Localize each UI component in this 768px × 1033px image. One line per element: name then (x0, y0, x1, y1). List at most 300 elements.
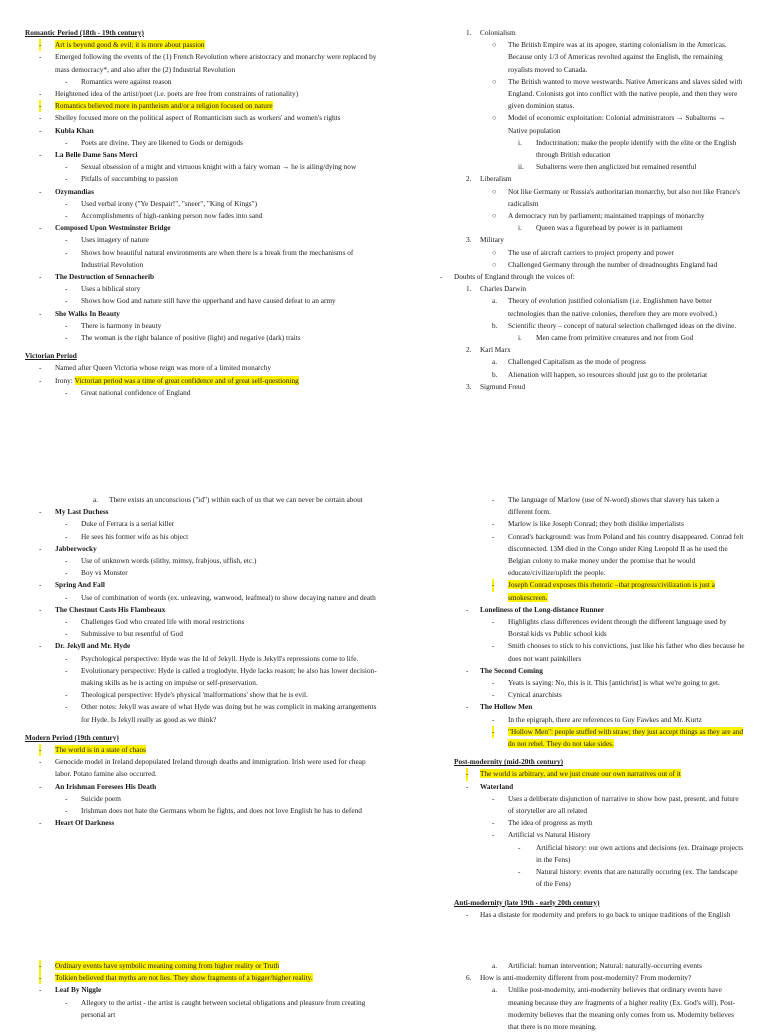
item-text: The world is arbitrary, and we just create our own narratives out of it (480, 769, 681, 779)
bullet-marker: ○ (492, 113, 497, 123)
list-item (25, 997, 380, 1021)
list-item (400, 295, 745, 319)
bullet-marker: 3. (466, 381, 472, 391)
list-item (25, 283, 380, 295)
item-text: Highlights class differences evident through the different language used by Borstal kids vs Public school kids (508, 617, 727, 639)
item-text: There exists an unconscious ("id") within each of us that we can never be certain about (109, 495, 363, 504)
item-text: Loneliness of the Long-distance Runner (480, 604, 605, 614)
list-item (400, 247, 745, 259)
bullet-marker: - (65, 198, 68, 208)
bullet-marker: - (440, 272, 443, 282)
bullet-marker: ○ (492, 211, 497, 221)
list-item (25, 604, 380, 616)
item-text: Irishman does not hate the Germans whom he fights, and does not love English he has to defend (81, 806, 362, 816)
section-heading (25, 27, 380, 39)
bullet-marker: - (65, 137, 68, 147)
item-text: Uses a biblical story (81, 284, 141, 294)
bullet-marker: - (65, 793, 68, 803)
list-item (400, 271, 745, 283)
bullet-marker: - (39, 604, 42, 614)
bullet-marker: - (65, 690, 68, 700)
item-text: Cynical anarchists (508, 690, 562, 700)
item-text: Psychological perspective: Hyde was the Id of Jekyll. Hyde is Jekyll's repressions come to life. (81, 653, 359, 663)
list-item (25, 984, 380, 996)
bullet-marker: ○ (492, 40, 497, 50)
bullet-marker: - (518, 842, 521, 852)
list-item (400, 701, 745, 713)
list-item (25, 39, 380, 51)
section3-right-column (400, 960, 745, 1033)
list-item (25, 744, 380, 756)
bullet-marker: i. (518, 333, 522, 343)
item-text: Queen was a figurehead by power is in parliament (536, 223, 683, 233)
list-item (400, 518, 745, 530)
list-item (25, 781, 380, 793)
bullet-marker: - (65, 653, 68, 663)
list-item (25, 320, 380, 332)
item-text: Pitfalls of succumbing to passion (81, 174, 178, 184)
item-text: Use of combination of words (ex. unleaving, wanwood, leafmeal) to show decaying nature and death (81, 592, 376, 602)
bullet-marker: a. (492, 985, 498, 995)
item-text: Challenges God who created life with moral restrictions (81, 617, 245, 627)
item-text: How is anti-modernity different from post-modernity? From modernity? (480, 973, 692, 983)
item-text: A democracy run by parliament; maintained trappings of monarchy (508, 211, 705, 221)
list-item (400, 960, 745, 972)
item-text: Has a distaste for modernity and prefers to go back to unique traditions of the English (480, 909, 731, 919)
list-item (25, 592, 380, 604)
item-text: The idea of progress as myth (508, 818, 593, 828)
item-text: Artificial history: our own actions and decisions (ex. Drainage projects in the Fens) (536, 842, 744, 864)
item-text: Sexual obsession of a might and virtuous knight with a fairy woman → he is ailing/dying now (81, 162, 357, 172)
section-heading (400, 897, 745, 909)
section-heading (25, 732, 380, 744)
item-text: Genocide model in Ireland depopulated Ireland through deaths and immigration. Irish were used for cheap labor. Potato famine also occurred. (55, 757, 366, 779)
item-text: The Chestnut Casts His Flambeaux (55, 604, 166, 614)
bullet-marker: - (492, 641, 495, 651)
list-item (25, 198, 380, 210)
bullet-marker: - (65, 174, 68, 184)
item-text: There is harmony in beauty (81, 320, 162, 330)
list-item (25, 665, 380, 689)
bullet-marker: 6. (466, 973, 472, 983)
bullet-marker: - (65, 235, 68, 245)
item-text: Romantics were against reason (81, 76, 172, 86)
list-item (25, 817, 380, 829)
bullet-marker: b. (492, 320, 498, 330)
bullet-marker: - (39, 186, 42, 196)
item-text: Indoctrination: make the people identify with the elite or the English through British education (536, 137, 737, 160)
list-item (25, 332, 380, 344)
item-text: Artificial vs Natural History (508, 830, 591, 840)
list-item (400, 793, 745, 817)
item-text: Theological perspective: Hyde's physical 'malformations' show that he is evil. (81, 690, 308, 700)
bullet-marker: ○ (492, 259, 497, 269)
item-text: La Belle Dame Sans Merci (55, 150, 138, 160)
list-item (25, 186, 380, 198)
item-text: Men came from primitive creatures and not from God (536, 333, 694, 343)
bullet-marker: - (65, 702, 68, 712)
item-text: Smith chooses to stick to his convictions, just like his father who dies because he does not want painkillers (508, 641, 745, 663)
bullet-marker: - (39, 818, 42, 828)
list-item (400, 259, 745, 271)
item-text: The woman is the right balance of positive (light) and negative (dark) traits (81, 333, 301, 343)
list-item (400, 677, 745, 689)
item-text: Kubla Khan (55, 125, 94, 135)
list-item (400, 616, 745, 640)
bullet-marker: - (65, 162, 68, 172)
bullet-marker: - (65, 320, 68, 330)
item-text: Poets are divine. They are likened to Gods or demigods (81, 137, 243, 147)
bullet-marker: - (65, 333, 68, 343)
bullet-marker: - (39, 223, 42, 233)
bullet-marker: - (39, 641, 42, 651)
item-text: Artificial: human intervention; Natural: naturally-occurring events (508, 961, 702, 970)
list-item (25, 805, 380, 817)
bullet-marker: - (492, 678, 495, 688)
item-text: Shelley focused more on the political aspect of Romanticism such as workers' and women's rights (55, 113, 341, 123)
list-item (400, 842, 745, 866)
bullet-marker: - (65, 531, 68, 541)
item-text: Scientific theory – concept of natural selection challenged ideas on the divine. (508, 320, 737, 330)
list-item (25, 701, 380, 725)
section2-right-column (400, 494, 745, 921)
bullet-marker: - (492, 793, 495, 803)
list-item (400, 332, 745, 344)
list-item (400, 186, 745, 210)
bullet-marker: - (492, 714, 495, 724)
bullet-marker: - (39, 781, 42, 791)
list-item (25, 494, 380, 506)
list-item (400, 173, 745, 185)
item-text: The British Empire was at its apogee, starting colonialism in the Americas. Because only 1/3 of Americas revolted against the English, the remaining royalists moved to Canada. (508, 40, 727, 74)
list-item (25, 295, 380, 307)
bullet-marker: 2. (466, 174, 472, 184)
item-text: Military (480, 235, 504, 245)
bullet-marker: - (518, 867, 521, 877)
bullet-marker: i. (518, 223, 522, 233)
item-text: Shows how God and nature still have the upperhand and have caused defeat to an army (81, 296, 336, 306)
bullet-marker: a. (93, 495, 99, 504)
section1-right-column (400, 27, 745, 393)
item-text: Heart Of Darkness (55, 818, 115, 828)
item-text: Art is beyond good & evil; it is more about passion (55, 40, 205, 50)
item-text: Accomplishments of high-ranking person now fades into sand (81, 211, 263, 221)
item-text: Colonialism (480, 28, 516, 37)
bullet-marker: - (492, 579, 494, 591)
list-item (400, 909, 745, 921)
list-item (25, 51, 380, 75)
list-item (25, 653, 380, 665)
item-text: The Hollow Men (480, 702, 533, 712)
list-item (25, 173, 380, 185)
list-item (400, 866, 745, 890)
list-item (25, 362, 380, 374)
bullet-marker: ii. (518, 162, 524, 172)
item-text: Doubts of England through the voices of: (454, 272, 575, 282)
list-item (25, 506, 380, 518)
item-text: In the epigraph, there are references to Guy Fawkes and Mr. Kurtz (508, 714, 702, 724)
item-text: Conrad's background: was from Poland and his country disappeared. Conrad felt disconnected. 13M died in the Congo under King Leopold II as he used the Belgian colony to make money under the promise that he would educate/civilize/uplift the people. (508, 531, 744, 578)
list-item (25, 271, 380, 283)
item-text: Shows how beautiful natural environments are when there is a break from the mechanisms of Industrial Revolution (81, 247, 354, 269)
item-text: "Hollow Men": people stuffed with straw; they just accept things as they are and do not rebel. They do not take sides. (508, 726, 744, 749)
bullet-marker: - (39, 580, 42, 590)
item-text: The world is in a state of chaos (55, 745, 146, 755)
list-item (400, 234, 745, 246)
list-item (400, 689, 745, 701)
bullet-marker: - (39, 150, 42, 160)
list-item (25, 628, 380, 640)
item-text: Evolutionary perspective: Hyde is called a troglodyte. Hyde lacks reason; he also has lower decision-making skills as he is acting on impulse or self-preservation. (81, 665, 377, 688)
list-item (25, 793, 380, 805)
list-item (400, 984, 745, 1033)
bullet-marker: - (65, 519, 68, 529)
item-text: Alienation will happen, so resources should just go to the proletariat (508, 369, 708, 379)
bullet-marker: - (65, 387, 68, 397)
item-text: Uses imagery of nature (81, 235, 149, 245)
item-text: Use of unknown words (slithy, mimsy, frabjous, uffish, etc.) (81, 556, 257, 566)
list-item (400, 76, 745, 113)
list-item (25, 555, 380, 567)
bullet-marker: - (39, 272, 42, 282)
list-item (25, 689, 380, 701)
item-text: Leaf By Niggle (55, 985, 102, 995)
section2-left-column (25, 494, 380, 829)
item-text: Ordinary events have symbolic meaning coming from higher reality or Truth (55, 961, 280, 970)
bullet-marker: - (65, 211, 68, 221)
list-item (25, 387, 380, 399)
list-item (25, 210, 380, 222)
list-item (25, 149, 380, 161)
list-item (25, 161, 380, 173)
list-item (25, 567, 380, 579)
bullet-marker: - (39, 308, 42, 318)
list-item (400, 27, 745, 39)
list-item (400, 604, 745, 616)
list-item (25, 531, 380, 543)
section-heading (25, 350, 380, 362)
item-text: Dr. Jekyll and Mr. Hyde (55, 641, 131, 651)
bullet-marker: - (466, 665, 469, 675)
section-heading (400, 756, 745, 768)
item-text: Allegory to the artist - the artist is caught between societal obligations and pleasure from creating personal art (81, 997, 366, 1019)
bullet-marker: - (39, 100, 41, 112)
list-item (25, 616, 380, 628)
list-item (400, 781, 745, 793)
item-text: Natural history: events that are naturally occuring (ex. The landscape of the Fens) (536, 867, 738, 889)
item-text: Subalterns were then anglicized but remained resentful (536, 162, 697, 172)
item-text: Ozymandias (55, 186, 94, 196)
item-text: Duke of Ferrara is a serial killer (81, 519, 175, 529)
item-text: Post-modernity (mid-20th century) (454, 757, 564, 767)
bullet-marker: - (39, 113, 42, 123)
item-text: Uses a deliberate disjunction of narrative to show how past, present, and future of storyteller are all related (508, 793, 739, 816)
bullet-marker: - (39, 375, 42, 385)
list-item (400, 714, 745, 726)
item-text: Irony: (55, 375, 75, 385)
bullet-marker: - (492, 519, 495, 529)
item-text: Boy vs Monster (81, 568, 128, 578)
bullet-marker: - (39, 39, 41, 51)
item-text: The Second Coming (480, 665, 543, 675)
bullet-marker: a. (492, 357, 498, 367)
bullet-marker: - (65, 617, 68, 627)
item-text: An Irishman Foresees His Death (55, 781, 157, 791)
bullet-marker: - (65, 284, 68, 294)
bullet-marker: - (466, 909, 469, 919)
bullet-marker: i. (518, 137, 522, 147)
bullet-marker: - (39, 985, 42, 995)
item-text: Model of economic exploitation: Colonial administrators → Subalterns → Native population (508, 113, 726, 135)
bullet-marker: - (492, 830, 495, 840)
item-text: Charles Darwin (480, 284, 526, 294)
bullet-marker: 3. (466, 235, 472, 245)
list-item (400, 161, 745, 173)
list-item (400, 665, 745, 677)
highlighted-text: Victorian period was a time of great confidence and of great self-questioning (74, 375, 299, 385)
item-text: Liberalism (480, 174, 512, 184)
item-text: The Destruction of Sennacherib (55, 272, 155, 282)
bullet-marker: ○ (492, 247, 497, 257)
item-text: Challenged Germany through the number of dreadnoughts England had (508, 259, 718, 269)
bullet-marker: - (65, 568, 68, 578)
item-text: Named after Queen Victoria whose reign was more of a limited monarchy (55, 363, 272, 373)
list-item (400, 320, 745, 332)
list-item (25, 543, 380, 555)
list-item (25, 375, 380, 387)
list-item (400, 768, 745, 780)
bullet-marker: - (65, 806, 68, 816)
bullet-marker: - (65, 665, 68, 675)
list-item (25, 137, 380, 149)
list-item (400, 112, 745, 136)
bullet-marker: - (39, 507, 42, 517)
bullet-marker: - (39, 125, 42, 135)
list-item (400, 381, 745, 393)
list-item (25, 640, 380, 652)
bullet-marker: ○ (492, 76, 497, 86)
list-item (400, 222, 745, 234)
list-item (400, 356, 745, 368)
bullet-marker: - (492, 726, 494, 738)
item-text: Romantics believed more in pantheism and/or a religion focused on nature (55, 101, 273, 111)
bullet-marker: - (39, 972, 41, 984)
list-item (400, 137, 745, 161)
bullet-marker: - (492, 818, 495, 828)
list-item (25, 234, 380, 246)
item-text: She Walks In Beauty (55, 308, 120, 318)
list-item (400, 494, 745, 518)
list-item (400, 817, 745, 829)
item-text: Modern Period (19th century) (25, 732, 119, 742)
item-text: Used verbal irony ("Ye Despair!", "sneer", "King of Kings") (81, 198, 258, 208)
list-item (25, 247, 380, 271)
bullet-marker: 2. (466, 345, 472, 355)
item-text: Yeats is saying: No, this is it. This [antichrist] is what we're going to get. (508, 678, 720, 688)
bullet-marker: - (65, 76, 68, 86)
list-item (400, 579, 745, 603)
bullet-marker: - (466, 768, 468, 780)
list-item (25, 100, 380, 112)
item-text: Jabberwocky (55, 543, 97, 553)
item-text: Heightened idea of the artist/poet (i.e. poets are free from constraints of rationality) (55, 89, 299, 99)
item-text: Marlow is like Joseph Conrad; they both dislike imperialists (508, 519, 684, 529)
list-item (25, 76, 380, 88)
item-text: Joseph Conrad exposes this rhetoric –that progress/civilization is just a smokescreen. (508, 580, 715, 602)
list-item (25, 579, 380, 591)
item-text: Emerged following the events of the (1) French Revolution where aristocracy and monarchy were replaced by mass democracy*, and also after the (2) Industrial Revolution (55, 52, 377, 74)
list-item (400, 344, 745, 356)
list-item (25, 972, 380, 984)
bullet-marker: - (65, 629, 68, 639)
bullet-marker: - (39, 757, 42, 767)
list-item (25, 518, 380, 530)
list-item (400, 531, 745, 580)
bullet-marker: - (39, 543, 42, 553)
item-text: The British wanted to move westwards. Native Americans and slaves sided with England. Colonists got into conflict with the native people, and then they were given dominion status. (508, 76, 743, 111)
item-text: Romantic Period (18th - 19th century) (25, 28, 144, 37)
item-text: Suicide poem (81, 793, 121, 803)
bullet-marker: - (39, 960, 41, 972)
item-text: He sees his former wife as his object (81, 531, 189, 541)
list-item (25, 88, 380, 100)
list-item (400, 369, 745, 381)
item-text: Spring And Fall (55, 580, 105, 590)
bullet-marker: - (466, 702, 469, 712)
bullet-marker: - (65, 997, 68, 1007)
bullet-marker: a. (492, 296, 498, 306)
bullet-marker: - (39, 52, 42, 62)
item-text: Theory of evolution justified colonialism (i.e. Englishmen have better technologies than the native colonies, therefore they are more evolved.) (508, 296, 717, 318)
bullet-marker: a. (492, 961, 498, 970)
bullet-marker: - (65, 556, 68, 566)
section3-left-column (25, 960, 380, 1021)
bullet-marker: - (466, 781, 469, 791)
item-text: The use of aircraft carriers to project property and power (508, 247, 674, 257)
list-item (25, 125, 380, 137)
item-text: Tolkien believed that myths are not lies. They show fragments of a bigger/higher reality. (55, 973, 313, 983)
item-text: The language of Marlow (use of N-word) shows that slavery has taken a different form. (508, 495, 720, 517)
bullet-marker: - (39, 89, 42, 99)
list-item (400, 210, 745, 222)
list-item (25, 222, 380, 234)
bullet-marker: - (39, 363, 42, 373)
list-item (400, 829, 745, 841)
bullet-marker: - (492, 495, 495, 504)
item-text: Challenged Capitalism as the mode of progress (508, 357, 646, 367)
bullet-marker: - (466, 604, 469, 614)
item-text: Great national confidence of England (81, 387, 191, 397)
item-text: My Last Duchess (55, 507, 109, 517)
list-item (25, 756, 380, 780)
bullet-marker: - (492, 617, 495, 627)
item-text: Other notes: Jekyll was aware of what Hyde was doing but he was complicit in making arrangements for Hyde. Is Jekyll really as good as we think? (81, 702, 377, 724)
bullet-marker: 1. (466, 284, 472, 294)
list-item (400, 726, 745, 750)
bullet-marker: - (492, 690, 495, 700)
item-text: Karl Marx (480, 345, 511, 355)
list-item (400, 39, 745, 76)
bullet-marker: ○ (492, 186, 497, 196)
list-item (400, 283, 745, 295)
bullet-marker: 1. (466, 28, 472, 37)
list-item (25, 308, 380, 320)
item-text: Anti-modernity (late 19th - early 20th century) (454, 897, 600, 907)
bullet-marker: - (65, 247, 68, 257)
bullet-marker: - (492, 531, 495, 541)
section1-left-column (25, 27, 380, 399)
item-text: Sigmund Freud (480, 381, 526, 391)
